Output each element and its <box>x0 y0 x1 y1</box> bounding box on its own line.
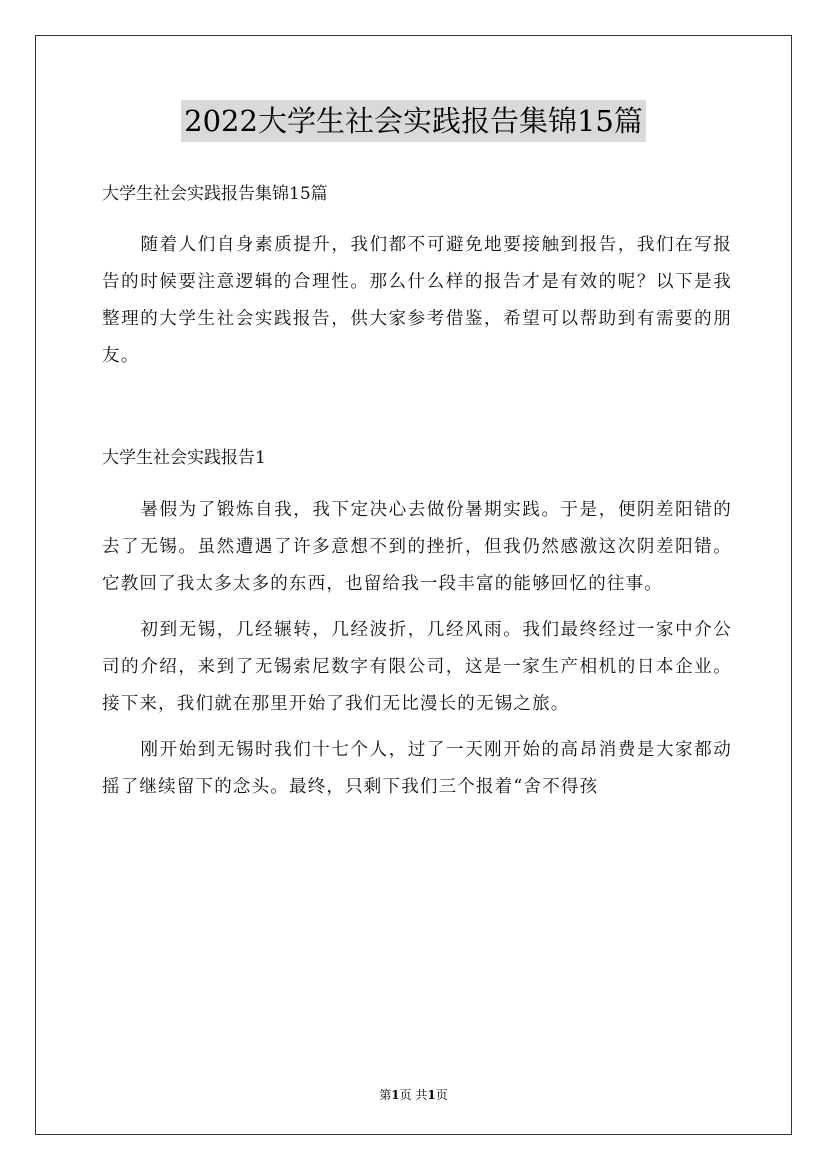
page-number-suffix: 页 <box>435 1088 448 1102</box>
document-title-text: 2022大学生社会实践报告集锦15篇 <box>181 100 646 142</box>
body-paragraph: 暑假为了锻炼自我，我下定决心去做份暑期实践。于是，便阴差阳错的去了无锡。虽然遭遇了许多意想不到的挫折，但我仍然感激这次阴差阳错。它教回了我太多太多的东西，也留给我一段丰富的能够回忆的往事。 <box>102 500 732 594</box>
section-spacer <box>102 375 732 441</box>
body-paragraph: 初到无锡，几经辗转，几经波折，几经风雨。我们最终经过一家中介公司的介绍，来到了无锡索尼数字有限公司，这是一家生产相机的日本企业。接下来，我们就在那里开始了我们无比漫长的无锡之旅。 <box>102 620 732 714</box>
document-title <box>0 100 827 142</box>
page-number-current: 1 <box>391 1088 400 1102</box>
page-number-mid: 页 共 <box>399 1088 428 1102</box>
page-footer <box>0 1086 827 1103</box>
document-subtitle: 大学生社会实践报告集锦15篇 <box>102 184 328 204</box>
intro-paragraph: 随着人们自身素质提升，我们都不可避免地要接触到报告，我们在写报告的时候要注意逻辑的合理性。那么什么样的报告才是有效的呢？以下是我整理的大学生社会实践报告，供大家参考借鉴，希望可以帮助到有需要的朋友。 <box>102 235 732 366</box>
document-body <box>102 177 732 806</box>
page-number-prefix: 第 <box>379 1088 392 1102</box>
section-heading: 大学生社会实践报告1 <box>102 448 266 468</box>
page-number-total: 1 <box>427 1088 436 1102</box>
body-paragraph: 刚开始到无锡时我们十七个人，过了一天刚开始的高昂消费是大家都动摇了继续留下的念头。最终，只剩下我们三个报着“舍不得孩 <box>102 740 732 797</box>
